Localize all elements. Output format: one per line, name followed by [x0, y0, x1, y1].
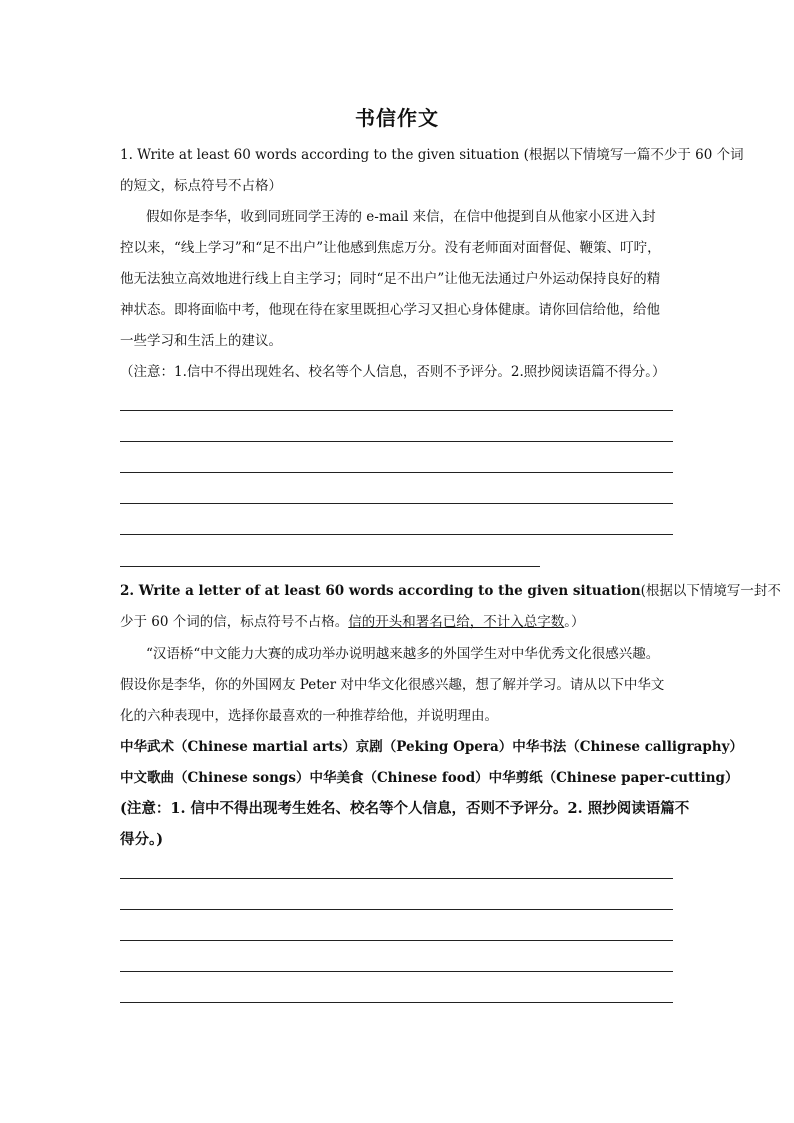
q2-note-line1: (注意：1. 信中不得出现考生姓名、校名等个人信息，否则不予评分。2. 照抄阅读语篇不 — [120, 800, 690, 817]
q2-instruction-chinese: (根据以下情境写一封不 — [640, 583, 781, 599]
page-title: 书信作文 — [355, 106, 439, 130]
q1-answer-line[interactable] — [120, 566, 540, 567]
q1-paragraph-line4: 神状态。即将面临中考，他现在待在家里既担心学习又担心身体健康。请你回信给他，给他 — [120, 302, 660, 318]
q2-paragraph-line3: 化的六种表现中，选择你最喜欢的一种推荐给他，并说明理由。 — [120, 708, 498, 724]
q1-answer-line[interactable] — [120, 472, 673, 473]
q2-options-line1: 中华武术（Chinese martial arts）京剧（Peking Opera）中华书法（Chinese calligraphy） — [120, 739, 743, 755]
q2-answer-line[interactable] — [120, 971, 673, 972]
q2-instruction-part3: 。） — [564, 614, 585, 630]
q2-note-line2: 得分。) — [120, 831, 164, 848]
q2-options-line2: 中文歌曲（Chinese songs）中华美食（Chinese food）中华剪纸（Chinese paper-cutting） — [120, 770, 739, 786]
q2-instruction-english: 2. Write a letter of at least 60 words according to the given situation — [120, 583, 641, 599]
q1-paragraph-line1: 假如你是李华，收到同班同学王涛的 e-mail 来信，在信中他提到自从他家小区进入封 — [146, 209, 656, 225]
q2-answer-line[interactable] — [120, 909, 673, 910]
q2-paragraph-line1: “汉语桥“中文能力大赛的成功举办说明越来越多的外国学生对中华优秀文化很感兴趣。 — [146, 646, 660, 662]
q1-answer-line[interactable] — [120, 410, 673, 411]
q1-paragraph-line5: 一些学习和生活上的建议。 — [120, 333, 282, 349]
q1-answer-line[interactable] — [120, 503, 673, 504]
q1-paragraph-line2: 控以来，“线上学习”和“足不出户”让他感到焦虑万分。没有老师面对面督促、鞭策、叮咛， — [120, 240, 661, 256]
q2-answer-line[interactable] — [120, 878, 673, 879]
q2-instruction-line2 — [120, 613, 680, 631]
q2-answer-line[interactable] — [120, 1002, 673, 1003]
q2-instruction-line1 — [120, 582, 781, 600]
q1-paragraph-line3: 他无法独立高效地进行线上自主学习；同时“足不出户”让他无法通过户外运动保持良好的精 — [120, 271, 661, 287]
q1-answer-line[interactable] — [120, 441, 673, 442]
q2-paragraph-line2: 假设你是李华，你的外国网友 Peter 对中华文化很感兴趣，想了解并学习。请从以下中华文 — [120, 677, 665, 693]
q2-instruction-underlined: 信的开头和署名已给，不计入总字数 — [348, 614, 565, 630]
q1-note: （注意：1.信中不得出现姓名、校名等个人信息，否则不予评分。2.照抄阅读语篇不得分。） — [120, 364, 666, 380]
q1-instruction-line1: 1. Write at least 60 words according to the given situation (根据以下情境写一篇不少于 60 个词 — [120, 147, 744, 163]
q1-instruction-line2: 的短文，标点符号不占格） — [120, 178, 282, 194]
q2-answer-line[interactable] — [120, 940, 673, 941]
q1-answer-line[interactable] — [120, 534, 673, 535]
q2-instruction-part1: 少于 60 个词的信，标点符号不占格。 — [120, 614, 349, 630]
